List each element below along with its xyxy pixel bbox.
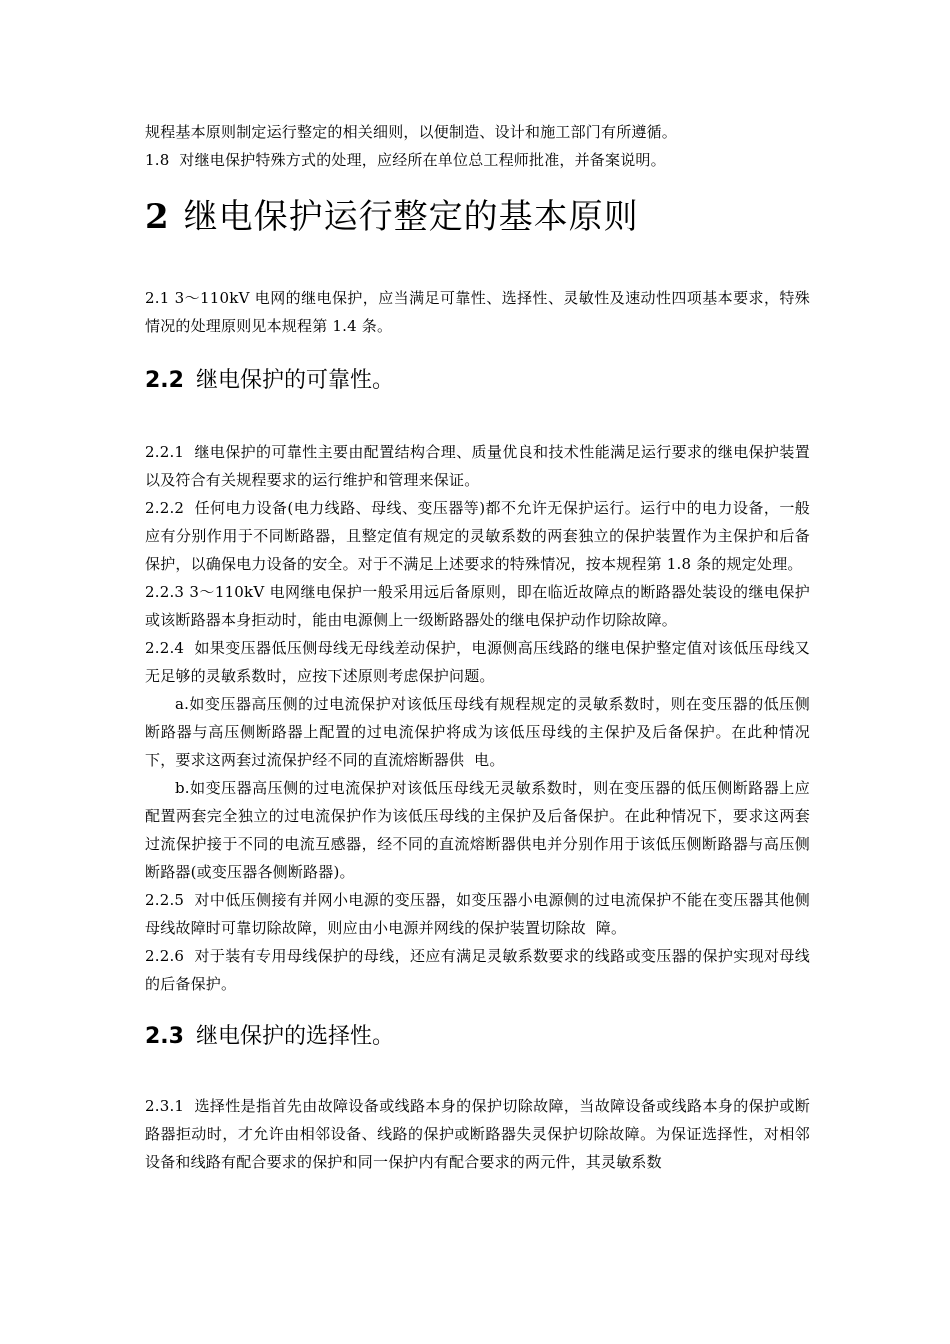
paragraph-2-2-6: 2.2.6 对于装有专用母线保护的母线，还应有满足灵敏系数要求的线路或变压器的保护实现对母线的后备保护。 [145,947,810,993]
section-number: 2.2 [145,368,184,393]
section-heading-2-2 [145,366,810,396]
chapter-heading [145,195,810,239]
section-heading-2-3 [145,1022,810,1052]
section-title: 继电保护的可靠性。 [195,368,394,393]
paragraph-2-1: 2.1 3～110kV 电网的继电保护，应当满足可靠性、选择性、灵敏性及速动性四项基本要求，特殊情况的处理原则见本规程第 1.4 条。 [145,289,810,335]
section-number: 2.3 [145,1024,184,1049]
section-title: 继电保护的选择性。 [195,1024,394,1049]
paragraph-item-b: b.如变压器高压侧的过电流保护对该低压母线无灵敏系数时，则在变压器的低压侧断路器上应配置两套完全独立的过电流保护作为该低压母线的主保护及后备保护。在此种情况下，要求这两套过流保护接于不同的电流互感器，经不同的直流熔断器供电并分别作用于该低压侧断路器与高压侧断路器(或变压器各侧断路器)。 [145,779,810,881]
paragraph-2-3-1: 2.3.1 选择性是指首先由故障设备或线路本身的保护切除故障，当故障设备或线路本身的保护或断路器拒动时，才允许由相邻设备、线路的保护或断路器失灵保护切除故障。为保证选择性，对相邻设备和线路有配合要求的保护和同一保护内有配合要求的两元件，其灵敏系数 [145,1097,810,1171]
paragraph-2-2-4: 2.2.4 如果变压器低压侧母线无母线差动保护，电源侧高压线路的继电保护整定值对该低压母线又无足够的灵敏系数时，应按下述原则考虑保护问题。 [145,639,810,685]
paragraph-2-2-1: 2.2.1 继电保护的可靠性主要由配置结构合理、质量优良和技术性能满足运行要求的继电保护装置以及符合有关规程要求的运行维护和管理来保证。 [145,443,810,489]
paragraph-item-a: a.如变压器高压侧的过电流保护对该低压母线有规程规定的灵敏系数时，则在变压器的低压侧断路器与高压侧断路器上配置的过电流保护将成为该低压母线的主保护及后备保护。在此种情况下，要求这两套过流保护经不同的直流熔断器供 电。 [145,695,810,769]
intro-paragraph-1: 规程基本原则制定运行整定的相关细则，以便制造、设计和施工部门有所遵循。 [145,123,678,141]
paragraph-2-2-2: 2.2.2 任何电力设备(电力线路、母线、变压器等)都不允许无保护运行。运行中的电力设备，一般应有分别作用于不同断路器，且整定值有规定的灵敏系数的两套独立的保护装置作为主保护和后备保护，以确保电力设备的安全。对于不满足上述要求的特殊情况，按本规程第 1.8 条的规定处理。 [145,499,810,573]
paragraph-1-8: 1.8 对继电保护特殊方式的处理，应经所在单位总工程师批准，并备案说明。 [145,151,666,169]
chapter-number: 2 [145,197,170,237]
chapter-title: 继电保护运行整定的基本原则 [183,197,639,237]
paragraph-2-2-3: 2.2.3 3～110kV 电网继电保护一般采用远后备原则，即在临近故障点的断路器处装设的继电保护或该断路器本身拒动时，能由电源侧上一级断路器处的继电保护动作切除故障。 [145,583,810,629]
document-page [145,0,810,1176]
paragraph-2-2-5: 2.2.5 对中低压侧接有并网小电源的变压器，如变压器小电源侧的过电流保护不能在变压器其他侧母线故障时可靠切除故障，则应由小电源并网线的保护装置切除故 障。 [145,891,810,937]
